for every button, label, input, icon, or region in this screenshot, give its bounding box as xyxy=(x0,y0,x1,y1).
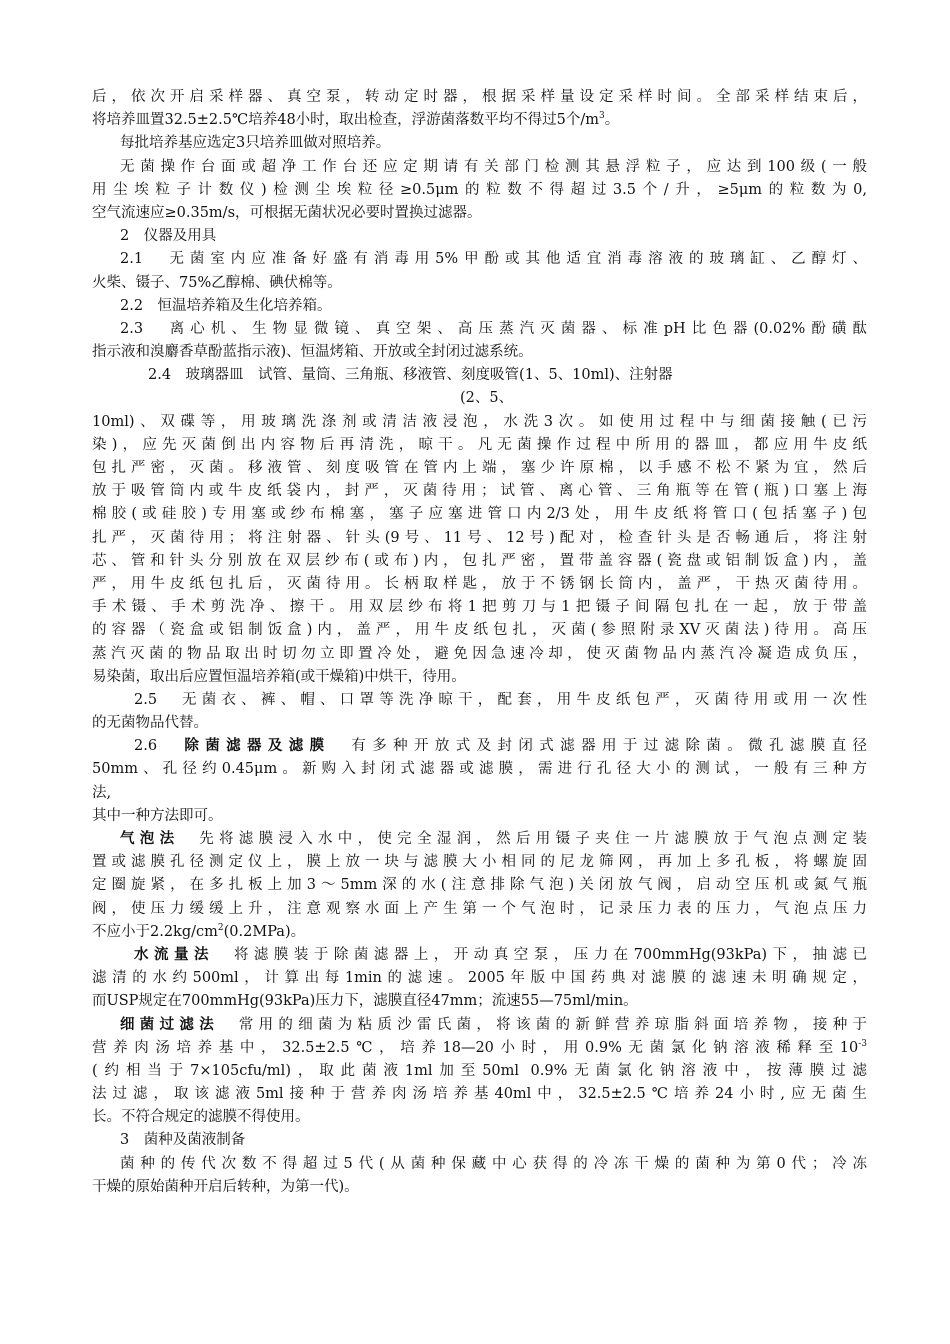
line-text: 其中一种方法即可。 xyxy=(92,807,223,824)
text-line xyxy=(92,1153,867,1176)
line-text: 3 菌种及菌液制备 xyxy=(120,1132,246,1149)
line-text: 每批培养基应选定3只培养皿做对照培养。 xyxy=(120,135,391,152)
line-text: 无菌操作台面或超净工作台还应定期请有关部门检测其悬浮粒子，应达到100级(一般 xyxy=(120,158,867,175)
text-line xyxy=(92,1176,867,1199)
text-line xyxy=(92,1037,867,1060)
line-text: 空气流速应≥0.35m/s，可根据无菌状况必要时置换过滤器。 xyxy=(92,204,482,221)
line-text: 阀，使压力缓缓上升，注意观察水面上产生第一个气泡时，记录压力表的压力，气泡点压力 xyxy=(92,900,867,917)
line-text: 芯、管和针头分别放在双层纱布(或布)内，包扎严密，置带盖容器(瓷盘或铝制饭盒)内，盖 xyxy=(92,552,867,569)
text-line xyxy=(92,898,867,921)
line-text: 易染菌，取出后应置恒温培养箱(或干燥箱)中烘干，待用。 xyxy=(92,668,466,685)
text-line xyxy=(92,109,867,132)
bold-heading: 除菌滤器及滤膜 xyxy=(184,738,331,755)
line-text: 常用的细菌为粘质沙雷氏菌，将该菌的新鲜营养琼脂斜面培养物，接种于 xyxy=(219,1016,868,1033)
line-text: 定圈旋紧，在多扎板上加3～5mm深的水(注意排除气泡)关闭放气阀，启动空压机或氮气瓶 xyxy=(92,877,867,894)
text-line xyxy=(92,295,867,318)
text-line xyxy=(92,503,867,526)
line-tail: (0.2MPa)。 xyxy=(223,923,306,940)
text-line xyxy=(92,828,867,851)
text-line xyxy=(92,457,867,480)
line-text: 法, xyxy=(92,784,112,801)
line-text: 用尘埃粒子计数仪)检测尘埃粒径≥0.5μm的粒数不得超过3.5个/升，≥5μm的粒数为0, xyxy=(92,181,867,198)
line-text: 严，用牛皮纸包扎后，灭菌待用。长柄取样匙，放于不锈钢长筒内，盖严，干热灭菌待用。 xyxy=(92,575,867,592)
line-text: 滤清的水约500ml，计算出每1min的滤速。2005年版中国药典对滤膜的滤速未明确规定， xyxy=(92,970,867,987)
line-text: 有多种开放式及封闭式滤器用于过滤除菌。微孔滤膜直径 xyxy=(330,738,868,755)
line-text: 2 仪器及用具 xyxy=(120,228,217,245)
text-line xyxy=(92,225,867,248)
text-line xyxy=(92,1106,867,1129)
text-line xyxy=(92,527,867,550)
text-line xyxy=(92,619,867,642)
line-text: 染)，应先灭菌倒出内容物后再清洗，晾干。凡无菌操作过程中所用的器皿，都应用牛皮纸 xyxy=(92,436,867,453)
line-text: 不应小于2.2kg/cm xyxy=(92,923,218,940)
line-text: 包扎严密，灭菌。移液管、刻度吸管在管内上端，塞少许原棉，以手感不松不紧为宜，然后 xyxy=(92,460,867,476)
bold-heading: 细菌过滤法 xyxy=(120,1016,219,1033)
line-text: 手术镊、手术剪洗净、擦干。用双层纱布将1把剪刀与1把镊子间隔包扎在一起，放于带盖 xyxy=(92,599,867,616)
text-line xyxy=(92,851,867,874)
line-tail: 。 xyxy=(604,112,620,129)
text-line xyxy=(92,480,867,503)
bold-heading: 水流量法 xyxy=(134,946,214,963)
line-text: 菌种的传代次数不得超过5代(从菌种保藏中心获得的冷冻干燥的菌种为第0代；冷冻 xyxy=(120,1155,867,1172)
text-line xyxy=(92,248,867,271)
text-line xyxy=(92,874,867,897)
line-text: 而USP规定在700mmHg(93kPa)压力下，滤膜直径47mm；流速55—75ml/min。 xyxy=(92,993,638,1010)
line-text: 的容器（瓷盒或铝制饭盒)内，盖严，用牛皮纸包扎，灭菌(参照附录XV灭菌法)待用。高压 xyxy=(92,622,867,639)
text-line xyxy=(92,1014,867,1037)
text-line xyxy=(92,179,867,202)
line-text: 火柴、镊子、75%乙醇棉、碘伏棉等。 xyxy=(92,274,342,291)
text-line xyxy=(92,990,867,1013)
line-text: 营养肉汤培养基中，32.5±2.5℃，培养18—20小时，用0.9%无菌氯化钠溶液稀释至10 xyxy=(92,1039,859,1056)
text-line xyxy=(92,86,867,109)
line-text: (约相当于7×105cfu/ml)，取此菌液1ml加至50ml 0.9%无菌氯化钠溶液中，按薄膜过滤 xyxy=(92,1062,867,1079)
text-line xyxy=(92,805,867,828)
text-line xyxy=(92,735,867,758)
text-line xyxy=(92,921,867,944)
text-line xyxy=(92,944,867,967)
text-line xyxy=(92,411,867,434)
text-line xyxy=(92,1060,867,1083)
line-text: 2.5 无菌衣、裤、帽、口罩等洗净晾干，配套，用牛皮纸包严，灭菌待用或用一次性 xyxy=(134,691,867,708)
line-text: 2.4 玻璃器皿 试管、量筒、三角瓶、移液管、刻度吸管(1、5、10ml)、注射器 xyxy=(148,367,673,384)
text-line xyxy=(92,1129,867,1152)
text-line xyxy=(92,272,867,295)
line-text: 置或滤膜孔径测定仪上，膜上放一块与滤膜大小相同的尼龙筛网，再加上多孔板，将螺旋固 xyxy=(92,854,867,871)
text-line xyxy=(92,1083,867,1106)
line-text: 的无菌物品代替。 xyxy=(92,715,208,732)
line-text: 扎严，灭菌待用；将注射器、针头(9号、11号、12号)配对，检查针头是否畅通后，将注射 xyxy=(92,529,867,546)
line-text: 50mm、孔径约0.45μm。新购入封闭式滤器或滤膜，需进行孔径大小的测试，一般有三种方 xyxy=(92,761,867,778)
line-text: 棉胶(或硅胶)专用塞或纱布棉塞，塞子应塞进管口内2/3处，用牛皮纸将管口(包括塞子)包 xyxy=(92,506,867,523)
text-line xyxy=(92,689,867,712)
text-line xyxy=(92,387,867,410)
line-text: 放于吸管筒内或牛皮纸袋内，封严，灭菌待用；试管、离心管、三角瓶等在管(瓶)口塞上海 xyxy=(92,483,867,500)
text-line xyxy=(92,156,867,179)
line-text: 蒸汽灭菌的物品取出时切勿立即置冷处，避免因急速冷却，使灭菌物品内蒸汽冷凝造成负压， xyxy=(92,645,867,662)
text-line xyxy=(92,782,867,805)
text-line xyxy=(92,132,867,155)
text-line xyxy=(92,550,867,573)
text-line xyxy=(92,666,867,689)
line-text: 指示液和溴麝香草酚蓝指示液)、恒温烤箱、开放或全封闭过滤系统。 xyxy=(92,344,533,361)
line-text: 干燥的原始菌种开启后转种，为第一代)。 xyxy=(92,1178,359,1195)
line-text: 先将滤膜浸入水中，使完全湿润，然后用镊子夹住一片滤膜放于气泡点测定装 xyxy=(179,831,868,847)
text-line xyxy=(92,967,867,990)
text-line xyxy=(92,643,867,666)
text-line xyxy=(92,318,867,341)
line-text: 后，依次开启采样器、真空泵，转动定时器，根据采样量设定采样时间。全部采样结束后， xyxy=(92,89,867,105)
text-line xyxy=(92,434,867,457)
line-text: 2.3 离心机、生物显微镜、真空架、高压蒸汽灭菌器、标准pH比色器(0.02%酚磺酞 xyxy=(120,320,867,337)
superscript: 2 xyxy=(217,922,224,933)
line-text: 2.2 恒温培养箱及生化培养箱。 xyxy=(120,297,332,314)
superscript: 3 xyxy=(599,111,605,122)
line-text: 将滤膜装于除菌滤器上，开动真空泵，压力在700mmHg(93kPa)下，抽滤已 xyxy=(213,946,868,963)
text-line xyxy=(92,712,867,735)
line-text: 10ml)、双碟等，用玻璃洗涤剂或清洁液浸泡，水洗3次。如使用过程中与细菌接触(已污 xyxy=(92,413,867,430)
document-body xyxy=(92,86,867,1199)
bold-heading: 气泡法 xyxy=(120,831,180,847)
text-line xyxy=(92,341,867,364)
text-line xyxy=(92,202,867,225)
text-line xyxy=(92,364,867,387)
line-text: (2、5、 xyxy=(460,390,514,407)
line-text: 法过滤，取该滤液5ml接种于营养肉汤培养基40ml中，32.5±2.5℃培养24小时,应无菌生 xyxy=(92,1086,867,1103)
text-line xyxy=(92,758,867,781)
line-text: 2.1 无菌室内应准备好盛有消毒用5%甲酚或其他适宜消毒溶液的玻璃缸、乙醇灯、 xyxy=(120,251,867,268)
text-line xyxy=(92,573,867,596)
line-text: 长。不符合规定的滤膜不得使用。 xyxy=(92,1109,310,1126)
superscript: -3 xyxy=(858,1038,867,1049)
section-number: 2.6 xyxy=(134,738,185,755)
text-line xyxy=(92,596,867,619)
line-text: 将培养皿置32.5±2.5℃培养48小时，取出检查，浮游菌落数平均不得过5个/m xyxy=(92,112,600,129)
